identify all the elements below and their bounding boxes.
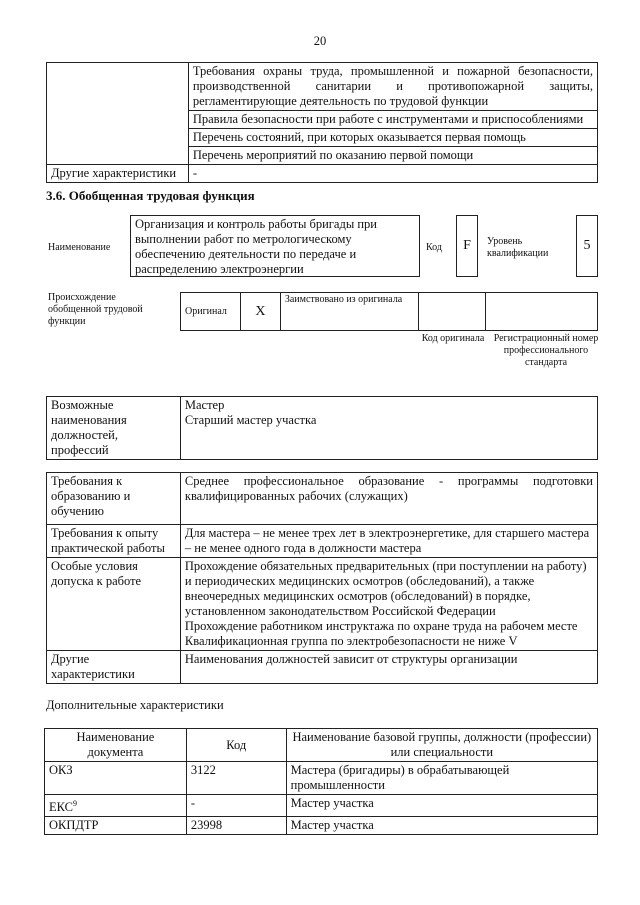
top-table-row: Перечень мероприятий по оказанию первой помощи [188, 147, 597, 165]
positions-label: Возможные наименования должностей, профессий [47, 397, 181, 460]
top-table-empty-cell [47, 63, 189, 165]
function-name-box [130, 215, 420, 277]
code-caption: Код оригинала [421, 333, 485, 344]
requirement-value: Наименования должностей зависит от структуры организации [180, 651, 597, 684]
doc-name: ЕКС [49, 800, 73, 815]
name-label: Наименование [48, 242, 111, 253]
header-cell: Наименование документа [45, 729, 187, 762]
requirement-value: Квалификационная группа по электробезопасности не ниже V [184, 634, 518, 648]
requirement-value: Прохождение работником инструктажа по охране труда на рабочем месте [184, 619, 578, 633]
function-name-value: Организация и контроль работы бригады при выполнении работ по метрологическому обеспечению деятельности по передаче и распределению электроэнергии [135, 217, 377, 276]
code-cell: - [186, 795, 286, 817]
top-table-row: Правила безопасности при работе с инструментами и приспособлениями [188, 111, 597, 129]
other-characteristics-label: Другие характеристики [47, 165, 189, 183]
level-value-box [576, 215, 598, 277]
additional-table [44, 728, 598, 835]
top-table [46, 62, 598, 183]
additional-title: Дополнительные характеристики [46, 698, 224, 712]
code-value: F [463, 238, 471, 253]
requirement-label: Другие характеристики [47, 651, 181, 684]
code-cell: 23998 [186, 817, 286, 835]
positions-table [46, 396, 598, 460]
header-cell: Код [186, 729, 286, 762]
other-characteristics-value: - [188, 165, 597, 183]
code-cell: 3122 [186, 762, 286, 795]
page-number: 20 [313, 34, 327, 48]
origin-reg-cell [486, 293, 598, 331]
doc-cell: ОКЗ [45, 762, 187, 795]
borrowed-label: Заимствовано из оригинала [280, 293, 418, 331]
requirement-value: Для мастера – не менее трех лет в электроэнергетике, для старшего мастера – не менее одного года в должности мастера [180, 525, 597, 558]
level-label: Уровень квалификации [487, 236, 549, 259]
top-table-row: Перечень состояний, при которых оказывается первая помощь [188, 129, 597, 147]
top-table-row: Требования охраны труда, промышленной и пожарной безопасности, производственной санитарии и противопожарной защиты, регламентирующие деятельность по трудовой функции [188, 63, 597, 111]
code-value-box [456, 215, 478, 277]
header-cell: Наименование базовой группы, должности (профессии) или специальности [286, 729, 597, 762]
doc-cell [45, 795, 187, 817]
requirement-label: Требования к опыту практической работы [47, 525, 181, 558]
origin-table [180, 292, 598, 331]
requirement-value: Прохождение обязательных предварительных (при поступлении на работу) и периодических медицинских осмотров (обследований), а также внеочередных медицинских осмотров (обследований) в порядке, установленном законодательством Российской Федерации [184, 559, 587, 618]
origin-label: Происхождение обобщенной трудовой функции [48, 292, 143, 327]
requirements-table [46, 472, 598, 684]
name-cell: Мастера (бригадиры) в обрабатывающей промышленности [286, 762, 597, 795]
name-cell: Мастер участка [286, 795, 597, 817]
original-label: Оригинал [181, 293, 241, 331]
requirement-value: Среднее профессиональное образование - программы подготовки квалифицированных рабочих (служащих) [180, 473, 597, 525]
doc-cell: ОКПДТР [45, 817, 187, 835]
code-label: Код [426, 242, 442, 253]
requirement-label: Особые условия допуска к работе [47, 558, 181, 651]
level-value: 5 [583, 238, 591, 253]
name-cell: Мастер участка [286, 817, 597, 835]
requirement-label: Требования к образованию и обучению [47, 473, 181, 525]
reg-caption: Регистрационный номер профессионального стандарта [493, 333, 599, 368]
position-item: Мастер [184, 398, 225, 412]
origin-code-cell [418, 293, 486, 331]
position-item: Старший мастер участка [184, 413, 317, 427]
section-heading: 3.6. Обобщенная трудовая функция [46, 188, 255, 203]
footnote-marker: 9 [73, 799, 77, 808]
original-mark: X [240, 293, 280, 331]
